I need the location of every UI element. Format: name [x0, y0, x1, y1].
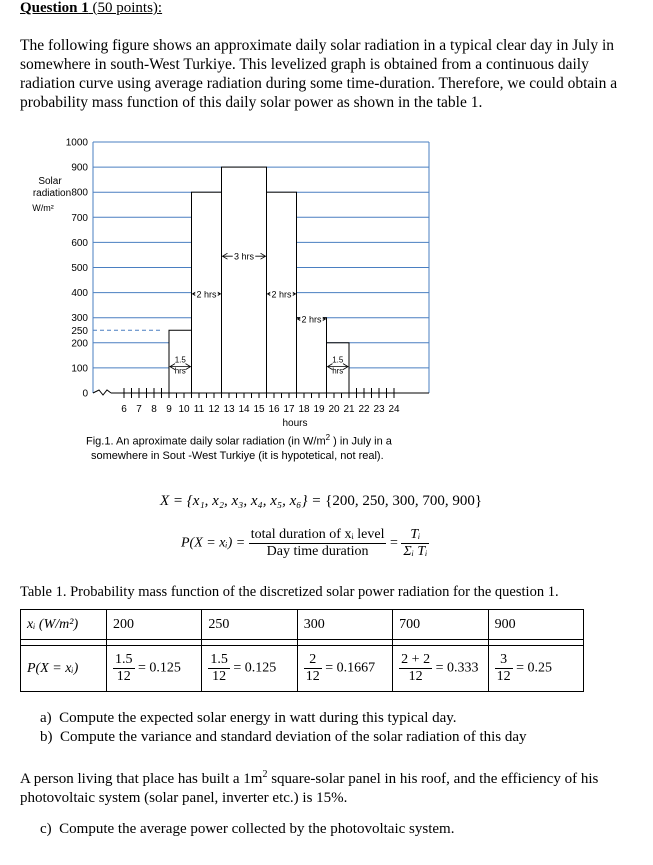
prob-label-cell: P(X = xᵢ) [21, 646, 107, 692]
y-tick-label: 250 [71, 325, 88, 337]
chart-layer [32, 138, 429, 430]
questions-list [40, 709, 527, 747]
table-probability-row [21, 646, 584, 692]
bar [297, 318, 327, 393]
t-numerator: Tᵢ [401, 527, 429, 544]
y-tick-label: 800 [71, 187, 88, 199]
prob-value: = 0.25 [516, 660, 552, 676]
x-tick-label: 11 [193, 404, 205, 415]
caption-text-a: Fig.1. An aproximate daily solar radiation (in W/m [86, 435, 326, 448]
duration-numerator: total duration of xᵢ level [250, 527, 385, 542]
y-axis-label: radiation [32, 188, 72, 199]
y-tick-label: 700 [71, 212, 88, 224]
duration-denominator: Day time duration [266, 544, 369, 559]
x-tick-label: 21 [343, 404, 355, 415]
x-tick-label: 7 [136, 404, 142, 415]
question-points: (50 points): [92, 0, 163, 16]
y-tick-label: 600 [71, 237, 88, 249]
panel-superscript: 2 [262, 769, 268, 780]
prob-value: = 0.333 [435, 660, 479, 676]
prob-value: = 0.125 [138, 660, 181, 676]
x-tick-label: 22 [358, 404, 370, 415]
y-axis-label: Solar [38, 176, 62, 187]
x-tick-label: 14 [238, 404, 250, 415]
axis-break [93, 390, 111, 395]
x-tick-label: 20 [328, 404, 340, 415]
t-fraction [401, 527, 429, 560]
prob-denominator: 12 [212, 669, 227, 684]
header-value-cell: 250 [202, 610, 297, 640]
prob-fraction [399, 652, 432, 685]
panel-text-1: A person living that place has built a 1m [20, 771, 263, 787]
x-tick-label: 12 [208, 404, 220, 415]
table-header-row [21, 610, 584, 640]
prob-cell [107, 646, 202, 692]
prob-value: = 0.125 [233, 660, 277, 676]
set-equation [160, 493, 482, 510]
x-tick-label: 24 [388, 404, 400, 415]
caption-superscript: 2 [325, 433, 331, 442]
question-c: c) Compute the average power collected by the photovoltaic system. [40, 821, 455, 837]
prob-denominator: 12 [116, 669, 131, 684]
y-tick-label: 1000 [65, 137, 88, 149]
duration-label: 3 hrs [233, 251, 255, 262]
prob-numerator: 2 [304, 652, 322, 669]
intro-paragraph: The following figure shows an approximate daily solar radiation in a typical clear day in July in somewhere in south-West Turkiye. This levelized graph is obtained from a continuous daily radiation curve using average radiation during some time-duration. Therefore, we could obtain a probability mass function of this daily solar power as shown in the table 1. [20, 37, 618, 111]
x-tick-label: 19 [313, 404, 325, 415]
prob-equation-lhs: P(X = xᵢ) = [181, 535, 246, 551]
duration-label: 1.5 [174, 355, 186, 365]
pmf-table [20, 609, 584, 692]
y-tick-label: 100 [71, 363, 88, 375]
duration-label: 2 hrs [301, 314, 322, 325]
table-caption: Table 1. Probability mass function of the discretized solar power radiation for the question 1. [20, 584, 559, 600]
prob-numerator: 3 [495, 652, 513, 669]
duration-label: hrs [332, 366, 344, 376]
y-axis-unit: W/m² [32, 203, 54, 213]
header-label-cell: xᵢ (W/m²) [21, 610, 107, 640]
question-title: Question 1 [20, 0, 89, 16]
y-tick-label: 300 [71, 313, 88, 325]
probability-equation [181, 527, 429, 560]
prob-fraction [304, 652, 322, 685]
x-axis-label: hours [282, 418, 308, 429]
prob-fraction [113, 652, 135, 685]
duration-fraction [249, 527, 387, 560]
prob-denominator: 12 [305, 669, 320, 684]
y-tick-label: 200 [71, 338, 88, 350]
prob-cell [202, 646, 297, 692]
panel-text-2: square-solar panel in his roof, and the efficiency of his photovoltaic system (solar panel, inverter etc.) is 15%. [20, 771, 599, 806]
x-tick-label: 10 [178, 404, 190, 415]
duration-label: 2 hrs [271, 289, 292, 300]
x-tick-label: 8 [151, 404, 157, 415]
x-tick-label: 13 [223, 404, 235, 415]
prob-cell [488, 646, 583, 692]
x-tick-label: 15 [253, 404, 265, 415]
figure-caption [86, 431, 446, 463]
question-a: a) Compute the expected solar energy in watt during this typical day. [40, 710, 457, 726]
y-tick-label: 900 [71, 162, 88, 174]
caption-line-1 [86, 431, 446, 449]
prob-cell [297, 646, 392, 692]
y-tick-label: 0 [82, 388, 88, 400]
header-value-cell: 700 [393, 610, 488, 640]
duration-label: 1.5 [332, 355, 344, 365]
bar [222, 167, 267, 393]
prob-fraction [495, 652, 513, 685]
t-denominator: Σᵢ Tᵢ [403, 544, 428, 559]
header-value-cell: 300 [297, 610, 392, 640]
solar-radiation-chart [28, 132, 448, 432]
prob-numerator: 1.5 [210, 652, 228, 667]
prob-denominator: 12 [496, 669, 511, 684]
caption-line-2: somewhere in Sout -West Turkiye (it is hypotetical, not real). [91, 449, 384, 462]
duration-label: hrs [174, 366, 186, 376]
header-value-cell: 200 [107, 610, 202, 640]
duration-label: 2 hrs [196, 289, 217, 300]
x-tick-label: 9 [166, 404, 172, 415]
set-equation-lhs: X = {x₁, x₂, x₃, x₄, x₅, x₆} = [160, 493, 322, 509]
prob-fraction [208, 652, 230, 685]
prob-numerator: 2 + 2 [401, 652, 431, 667]
y-tick-label: 500 [71, 263, 88, 274]
prob-value: = 0.1667 [325, 660, 376, 676]
caption-text-b: ) in July in a [330, 435, 392, 448]
prob-cell [393, 646, 488, 692]
question-b: b) Compute the variance and standard deviation of the solar radiation of this day [40, 729, 527, 745]
prob-equation-equals: = [389, 535, 398, 551]
x-tick-label: 23 [373, 404, 385, 415]
x-tick-label: 16 [268, 404, 280, 415]
header-value-cell: 900 [488, 610, 583, 640]
prob-denominator: 12 [408, 669, 423, 684]
x-tick-label: 17 [283, 404, 295, 415]
panel-paragraph [20, 765, 635, 808]
set-equation-rhs: {200, 250, 300, 700, 900} [325, 493, 483, 509]
question-heading [20, 0, 162, 17]
x-tick-label: 18 [298, 404, 310, 415]
y-tick-label: 400 [71, 288, 88, 300]
prob-numerator: 1.5 [115, 652, 133, 667]
x-tick-label: 6 [121, 404, 127, 415]
